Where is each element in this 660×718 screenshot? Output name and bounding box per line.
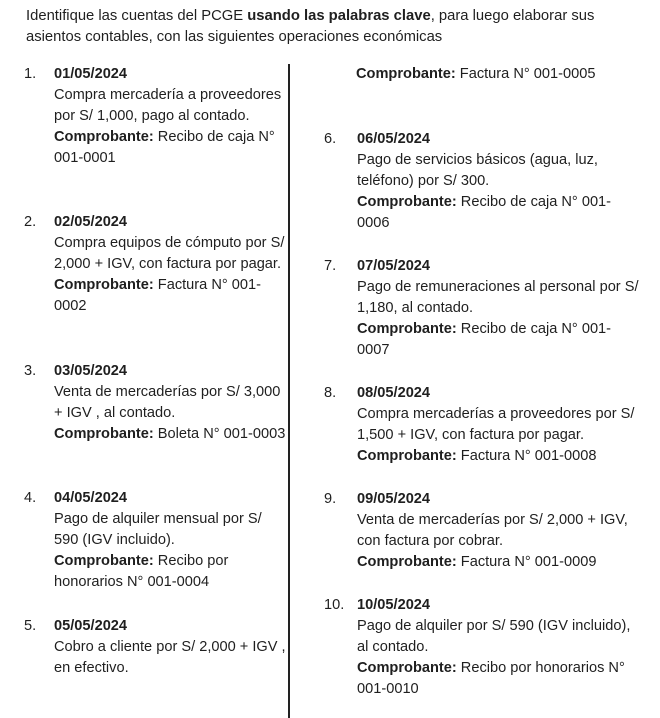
operation-description: Pago de remuneraciones al personal por S/ 1,180, al contado. (357, 279, 639, 316)
operation-description: Compra equipos de cómputo por S/ 2,000 + IGV, con factura por pagar. (54, 235, 285, 272)
voucher-label: Comprobante: (357, 554, 457, 570)
voucher-value: Factura N° 001-0008 (460, 448, 597, 464)
voucher-value: Recibo de caja N° 001-0006 (357, 194, 612, 231)
voucher-value: Factura N° 001-0002 (54, 277, 261, 314)
operation-voucher (357, 192, 639, 234)
operation-date: 10/05/2024 (357, 597, 431, 613)
voucher-label: Comprobante: (356, 66, 456, 82)
instructions-text: Identifique las cuentas del PCGE (26, 8, 248, 24)
column-divider (288, 64, 290, 718)
voucher-value: Factura N° 001-0009 (460, 554, 597, 570)
operation-date: 06/05/2024 (357, 131, 431, 147)
voucher-label: Comprobante: (357, 448, 457, 464)
operation-description: Pago de alquiler mensual por S/ 590 (IGV incluido). (54, 511, 262, 548)
operation-voucher (54, 551, 286, 593)
operation-description: Pago de alquiler por S/ 590 (IGV incluido), al contado. (357, 618, 631, 655)
operation-voucher (54, 275, 286, 317)
voucher-value: Factura N° 001-0005 (459, 66, 596, 82)
voucher-label: Comprobante: (357, 194, 457, 210)
operation-voucher (357, 552, 639, 573)
operation-date: 05/05/2024 (54, 618, 128, 634)
operation-number: 3. (24, 363, 37, 379)
operation-number: 10. (324, 597, 345, 613)
operation-number: 2. (24, 214, 37, 230)
operation-voucher (54, 424, 286, 445)
operation-voucher (357, 658, 639, 700)
operation-date: 08/05/2024 (357, 385, 431, 401)
operation-description: Venta de mercaderías por S/ 2,000 + IGV, con factura por cobrar. (357, 512, 628, 549)
instructions-text-end: , para luego elaborar sus asientos contables, con las siguientes operaciones económicas (26, 8, 595, 45)
voucher-label: Comprobante: (54, 426, 154, 442)
voucher-value: Recibo por honorarios N° 001-0004 (54, 553, 229, 590)
operation-voucher (54, 127, 286, 169)
voucher-label: Comprobante: (54, 553, 154, 569)
operation-number: 8. (324, 385, 337, 401)
voucher-value: Recibo de caja N° 001-0007 (357, 321, 612, 358)
instructions (26, 6, 651, 48)
operation-description: Venta de mercaderías por S/ 3,000 + IGV , al contado. (54, 384, 281, 421)
operation-voucher (357, 319, 639, 361)
operation-number: 1. (24, 66, 37, 82)
operation-date: 01/05/2024 (54, 66, 128, 82)
voucher-value: Recibo de caja N° 001-0001 (54, 129, 275, 166)
operation-number: 6. (324, 131, 337, 147)
operation-description: Compra mercadería a proveedores por S/ 1,000, pago al contado. (54, 87, 282, 124)
operation-number: 4. (24, 490, 37, 506)
voucher-label: Comprobante: (54, 129, 154, 145)
operation-description: Pago de servicios básicos (agua, luz, teléfono) por S/ 300. (357, 152, 598, 189)
voucher-label: Comprobante: (357, 321, 457, 337)
operation-description: Cobro a cliente por S/ 2,000 + IGV , en efectivo. (54, 639, 286, 676)
operation-date: 09/05/2024 (357, 491, 431, 507)
voucher-label: Comprobante: (357, 660, 457, 676)
operation-number: 5. (24, 618, 37, 634)
voucher-label: Comprobante: (54, 277, 154, 293)
operation-date: 03/05/2024 (54, 363, 128, 379)
carryover-voucher (356, 64, 626, 85)
operation-voucher (357, 446, 639, 467)
voucher-value: Recibo por honorarios N° 001-0010 (357, 660, 625, 697)
operation-description: Compra mercaderías a proveedores por S/ 1,500 + IGV, con factura por pagar. (357, 406, 635, 443)
instructions-keyword: usando las palabras clave (247, 8, 431, 24)
operation-date: 07/05/2024 (357, 258, 431, 274)
operation-date: 02/05/2024 (54, 214, 128, 230)
operation-date: 04/05/2024 (54, 490, 128, 506)
voucher-value: Boleta N° 001-0003 (157, 426, 286, 442)
operation-number: 9. (324, 491, 337, 507)
operation-number: 7. (324, 258, 337, 274)
